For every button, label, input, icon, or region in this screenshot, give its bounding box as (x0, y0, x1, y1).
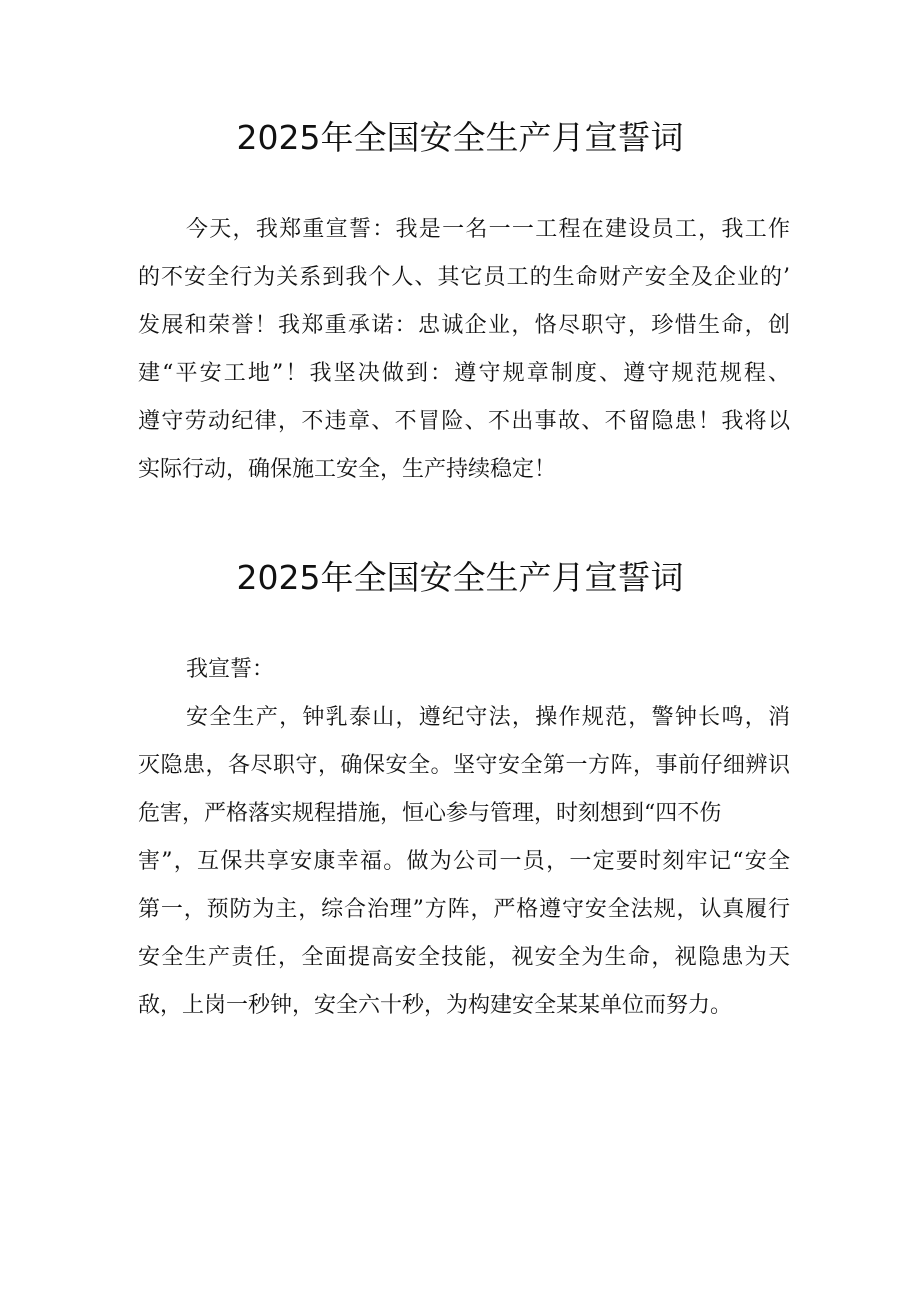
section-1-paragraph-line: 发展和荣誉！我郑重承诺：忠诚企业，恪尽职守，珍惜生命，创 (138, 313, 790, 338)
section-2-paragraph-line: 安全生产，钟乳泰山，遵纪守法，操作规范，警钟长鸣，消 (186, 705, 790, 730)
section-1-paragraph-line: 的不安全行为关系到我个人、其它员工的生命财产安全及企业的’ (138, 265, 790, 290)
section-1-paragraph-line: 建“平安工地”！我坚决做到：遵守规章制度、遵守规范规程、 (138, 361, 790, 386)
section-2-paragraph-line: 第一，预防为主，综合治理”方阵，严格遵守安全法规，认真履行 (138, 897, 790, 922)
section-1-title: 2025年全国安全生产月宣誓词 (236, 118, 684, 157)
section-1-paragraph-line: 遵守劳动纪律，不违章、不冒险、不出事故、不留隐患！我将以 (138, 409, 790, 434)
section-2-paragraph-line: 害”，互保共享安康幸福。做为公司一员，一定要时刻牢记“安全 (138, 849, 790, 874)
section-2-paragraph-line: 敌，上岗一秒钟，安全六十秒，为构建安全某某单位而努力。 (138, 993, 733, 1018)
section-2-paragraph-line: 危害，严格落实规程措施，恒心参与管理，时刻想到“四不伤 (138, 801, 722, 826)
section-2-oath-opening: 我宣誓： (186, 657, 275, 682)
section-1-paragraph-line: 实际行动，确保施工安全，生产持续稳定！ (138, 457, 557, 482)
section-2-title: 2025年全国安全生产月宣誓词 (236, 558, 684, 597)
section-1-paragraph-line: 今天，我郑重宣誓：我是一名一一工程在建设员工，我工作 (186, 217, 790, 242)
section-2-paragraph-line: 灭隐患，各尽职守，确保安全。坚守安全第一方阵，事前仔细辨识 (138, 753, 790, 778)
section-2-paragraph-line: 安全生产责任，全面提高安全技能，视安全为生命，视隐患为天 (138, 945, 790, 970)
